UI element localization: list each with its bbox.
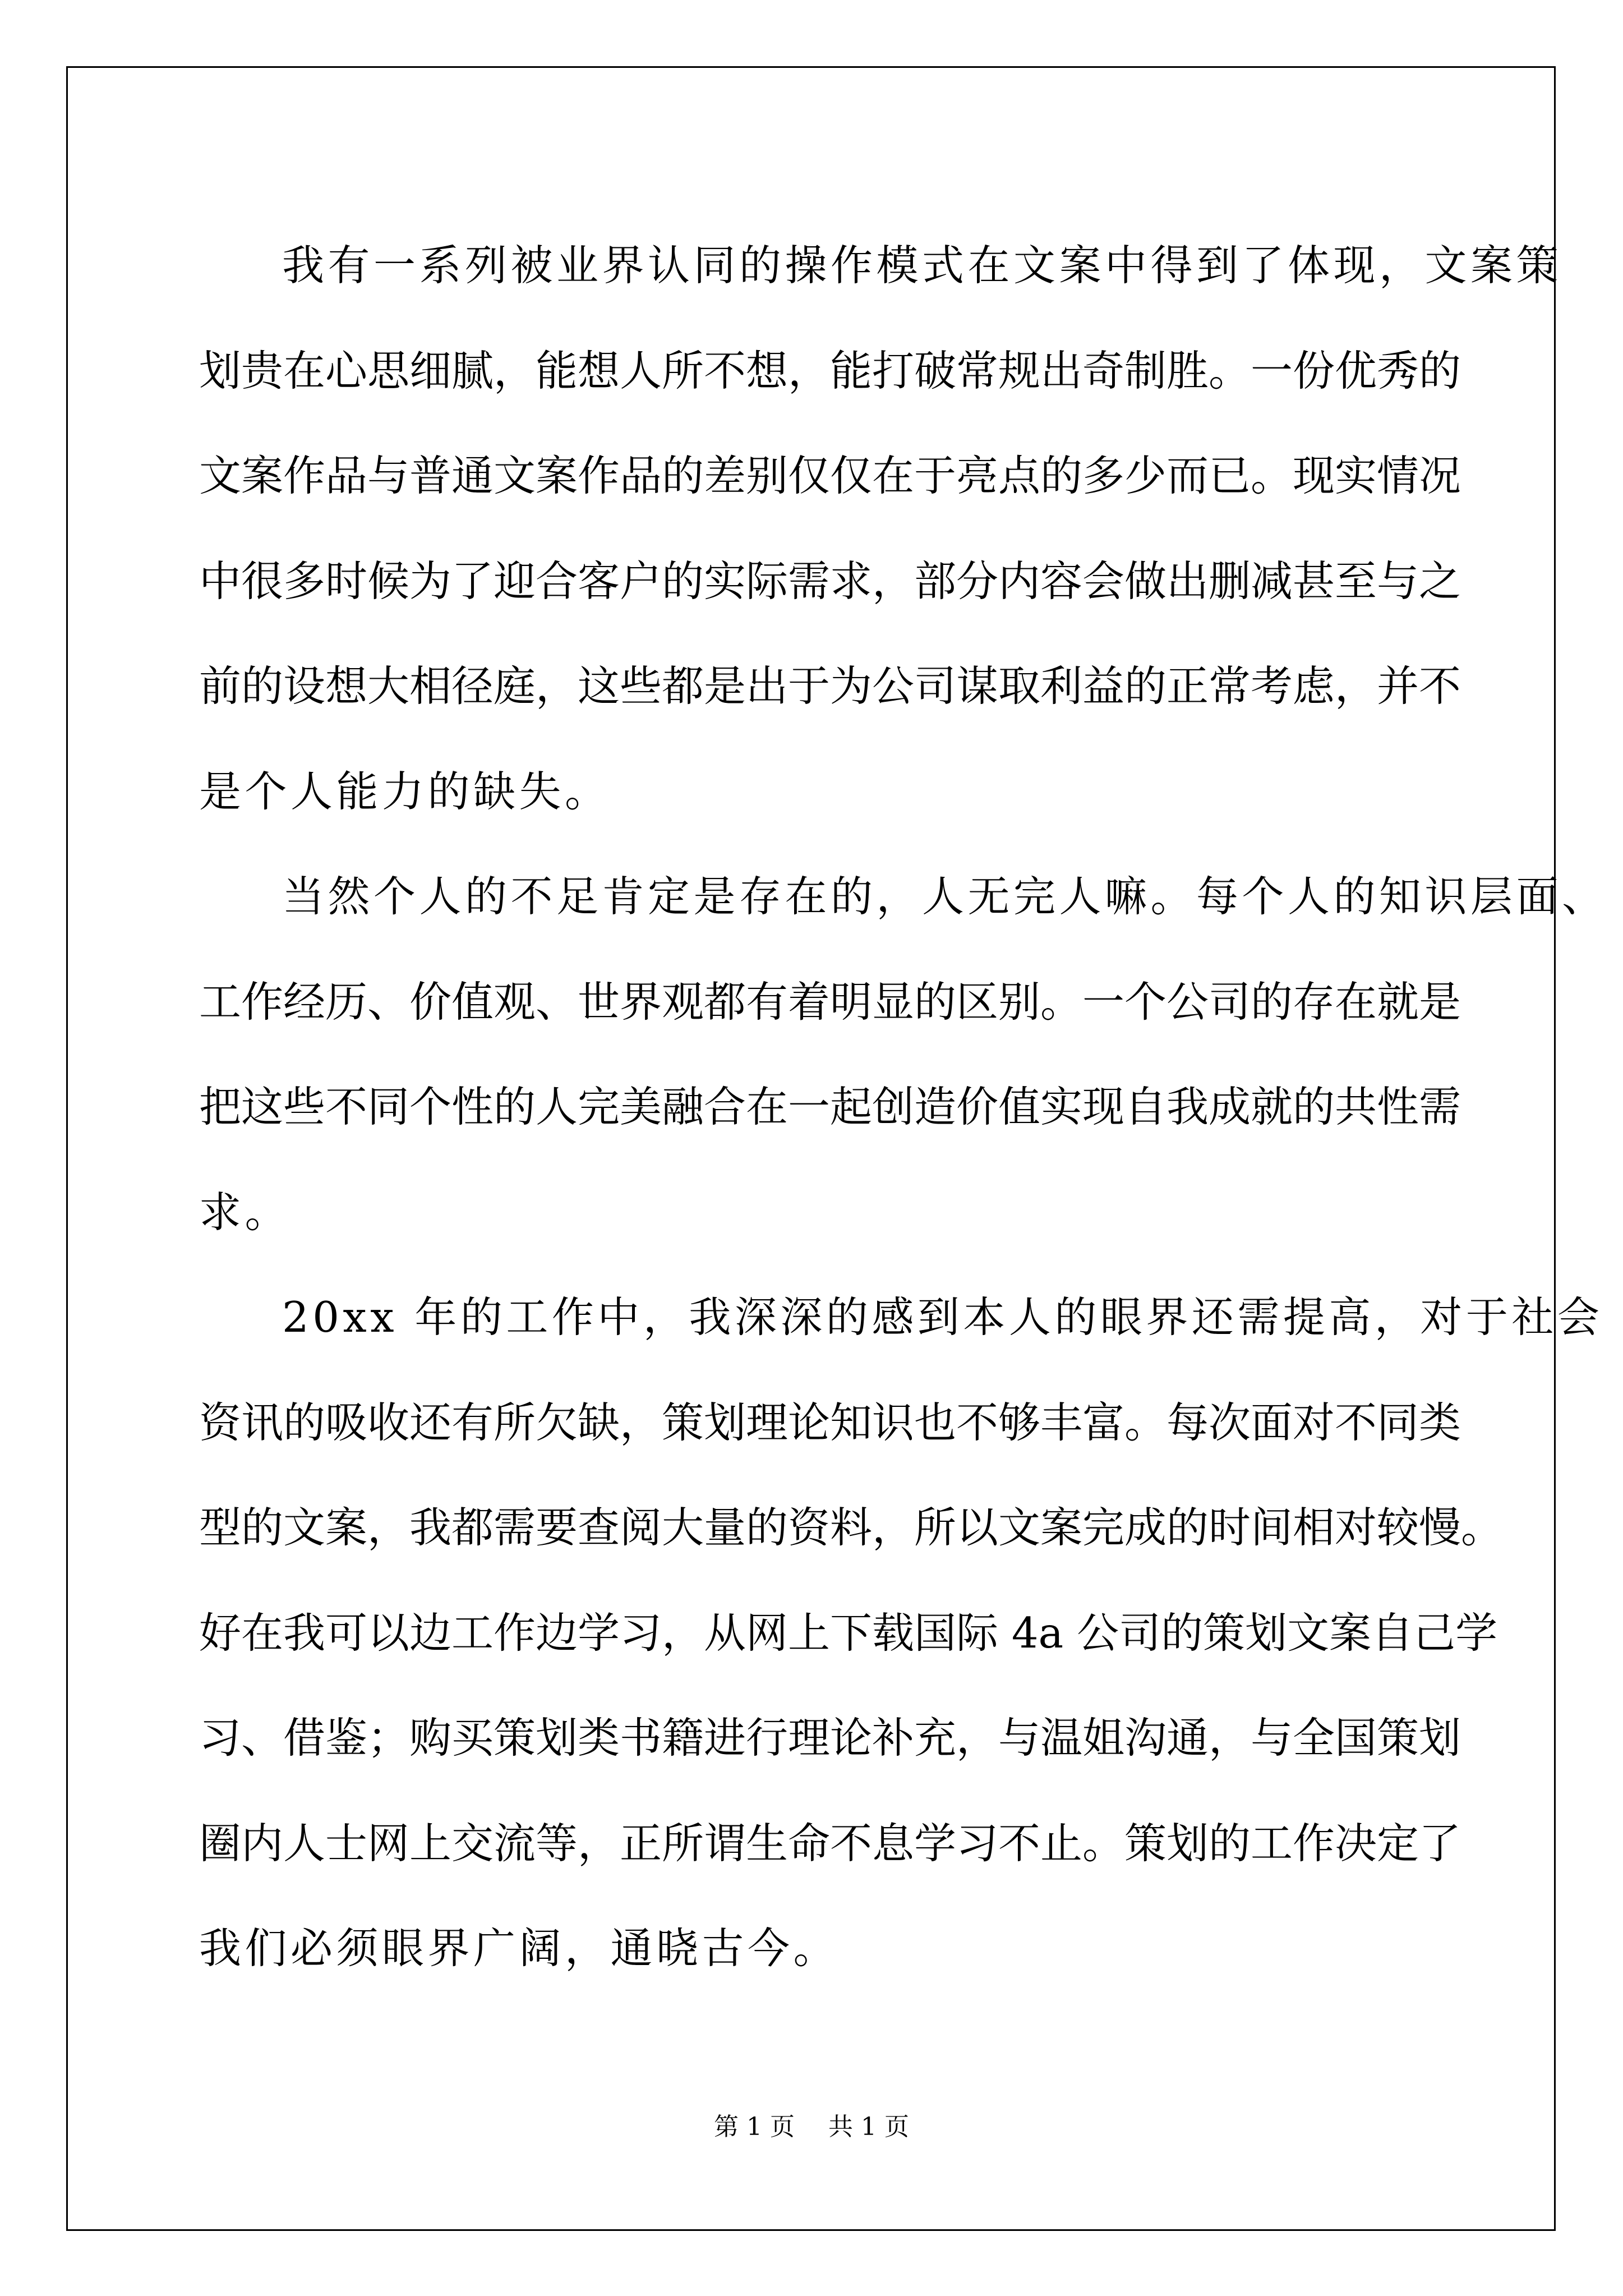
paragraph-1-line-2: 划贵在心思细腻，能想人所不想，能打破常规出奇制胜。一份优秀的 [199, 346, 1461, 395]
paragraph-3-line-6: 圈内人士网上交流等，正所谓生命不息学习不止。策划的工作决定了 [199, 1818, 1461, 1868]
paragraph-2-line-2: 工作经历、价值观、世界观都有着明显的区别。一个公司的存在就是 [199, 977, 1461, 1027]
paragraph-2-line-1: 当然个人的不足肯定是存在的，人无完人嘛。每个人的知识层面、 [282, 872, 1608, 921]
paragraph-3-line-7: 我们必须眼界广阔，通晓古今。 [199, 1924, 840, 1973]
page-number-total: 共 1 页 [828, 2113, 909, 2141]
paragraph-3-line-2: 资讯的吸收还有所欠缺，策划理论知识也不够丰富。每次面对不同类 [199, 1397, 1461, 1447]
paragraph-2-line-4: 求。 [199, 1187, 291, 1237]
paragraph-3-line-3: 型的文案，我都需要查阅大量的资料，所以文案完成的时间相对较慢。 [199, 1503, 1504, 1552]
paragraph-3-line-5: 习、借鉴；购买策划类书籍进行理论补充，与温姐沟通，与全国策划 [199, 1713, 1461, 1763]
paragraph-1-line-4: 中很多时候为了迎合客户的实际需求，部分内容会做出删减甚至与之 [199, 556, 1461, 606]
paragraph-1-line-3: 文案作品与普通文案作品的差别仅仅在于亮点的多少而已。现实情况 [199, 451, 1461, 500]
paragraph-2-line-3: 把这些不同个性的人完美融合在一起创造价值实现自我成就的共性需 [199, 1082, 1461, 1131]
page-footer [0, 2106, 1623, 2142]
paragraph-3-line-4: 好在我可以边工作边学习，从网上下载国际 4a 公司的策划文案自己学 [199, 1608, 1498, 1658]
paragraph-1-line-5: 前的设想大相径庭，这些都是出于为公司谋取利益的正常考虑，并不 [199, 661, 1461, 711]
page-number-current: 第 1 页 [714, 2113, 795, 2141]
paragraph-1-line-1: 我有一系列被业界认同的操作模式在文案中得到了体现，文案策 [282, 241, 1562, 290]
paragraph-3-line-1: 20xx 年的工作中，我深深的感到本人的眼界还需提高，对于社会 [282, 1292, 1603, 1342]
paragraph-1-line-6: 是个人能力的缺失。 [199, 766, 611, 816]
document-body [199, 213, 1608, 2001]
